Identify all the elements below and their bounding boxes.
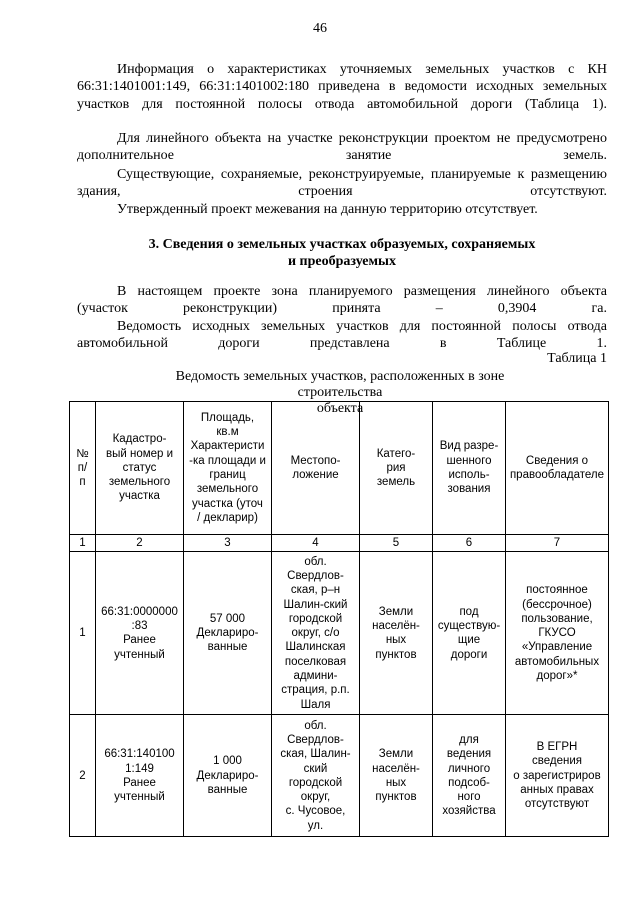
text-line: В настоящем проекте зона планируемого размещения линейного объекта xyxy=(117,284,607,299)
table-row xyxy=(70,715,609,837)
cell-line: 1 000 xyxy=(213,755,242,768)
cell-text xyxy=(508,740,606,811)
cell-line: Сведения о xyxy=(525,454,589,467)
header-text xyxy=(186,411,269,525)
paragraph-zone-area xyxy=(77,283,607,318)
cell-line: п/ xyxy=(77,461,88,474)
cell-line: округ, с/о xyxy=(291,627,340,640)
column-number: 1 xyxy=(70,535,96,552)
cell-line: Свердлов- xyxy=(287,569,344,582)
cell-line: личного xyxy=(447,762,491,775)
cell-line: кв.м xyxy=(216,426,239,439)
header-text xyxy=(362,447,430,490)
cell-line: Деклариро- xyxy=(196,627,259,640)
cell-line: Шалин-ский xyxy=(283,598,348,611)
text-line: (Таблица 1). xyxy=(525,96,608,112)
table-row xyxy=(70,552,609,715)
owner-cell xyxy=(506,552,609,715)
cell-line: для xyxy=(459,733,479,746)
cell-line: :83 xyxy=(131,620,148,632)
text-line: Утвержденный проект межевания на данную территорию отсутствует. xyxy=(117,202,538,217)
row-number: 1 xyxy=(70,552,96,715)
cadastral-cell xyxy=(96,715,184,837)
cell-line: населён- xyxy=(372,762,420,775)
cell-line: населён- xyxy=(372,620,420,632)
cell-line: -ка площади и xyxy=(189,454,266,467)
cell-line: Шаля xyxy=(300,698,331,711)
cell-line: участка xyxy=(119,490,160,503)
text-line: Для линейного объекта на участке реконструкции проектом xyxy=(117,131,491,146)
use-cell xyxy=(433,715,506,837)
cell-line: Катего- xyxy=(376,447,416,460)
cell-line: сведения xyxy=(532,755,582,768)
cadastral-cell xyxy=(96,552,184,715)
cell-line: статус xyxy=(122,461,157,474)
text-line: 66:31:1401001:149, 66:31:1401002:180 приведена в ведомости исходных xyxy=(77,79,534,95)
text-line: не предусмотрено дополнительное занятие земель. xyxy=(77,131,607,164)
section-heading-line: 3. Сведения о земельных участках образуемых, сохраняемых xyxy=(148,237,536,252)
cell-line: Земли xyxy=(378,605,414,618)
cell-line: «Управление xyxy=(521,641,593,654)
cell-line: обл. xyxy=(304,555,327,568)
cell-line: учтенный xyxy=(114,791,165,804)
cell-line: Деклариро- xyxy=(196,769,259,782)
cell-line: городской xyxy=(288,776,343,789)
cell-line: отсутствуют xyxy=(524,798,590,811)
cell-line: 66:31:140100 xyxy=(104,748,175,761)
cell-line: ская, р–н xyxy=(290,584,341,597)
cell-line: зования xyxy=(447,483,491,496)
section-heading-line: и преобразуемых xyxy=(287,254,396,270)
column-number: 6 xyxy=(433,535,506,552)
section-heading xyxy=(77,236,607,271)
cell-line: учтенный xyxy=(114,648,165,661)
cell-line: обл. xyxy=(304,719,327,732)
cell-line: округ, xyxy=(300,791,331,804)
cell-line: земель xyxy=(376,476,416,489)
cell-line: шенного xyxy=(446,454,492,467)
cell-text xyxy=(186,612,269,655)
cell-line: под xyxy=(459,605,479,618)
header-cell xyxy=(433,402,506,535)
cell-line: № xyxy=(76,447,89,460)
header-text xyxy=(98,432,181,503)
cell-line: о зарегистриров xyxy=(513,769,601,782)
cell-line: границ xyxy=(209,469,246,481)
table-caption-line: Ведомость земельных участков, расположенных в зоне строительства xyxy=(175,369,505,400)
area-cell xyxy=(184,715,272,837)
paragraph-table-reference xyxy=(77,318,607,353)
column-number: 4 xyxy=(272,535,360,552)
cell-text xyxy=(508,583,606,683)
cell-line: Вид разре- xyxy=(439,440,499,453)
cell-line: пунктов xyxy=(375,648,417,661)
cell-line: Шалинская xyxy=(285,641,346,654)
cell-line: анных правах xyxy=(520,783,594,796)
cell-line: ных xyxy=(385,634,407,647)
cell-line: Земли xyxy=(378,748,414,761)
cell-text xyxy=(362,747,430,804)
cell-line: страция, р.п. xyxy=(281,684,350,697)
cell-line: земельного xyxy=(108,476,171,489)
text-line: Существующие, сохраняемые, реконструируемые, планируемые xyxy=(117,167,511,182)
cell-line: автомобильных xyxy=(514,655,600,668)
column-number: 5 xyxy=(360,535,433,552)
cell-line: с. Чусовое, xyxy=(285,805,346,818)
column-number: 7 xyxy=(506,535,609,552)
cell-line: 66:31:0000000 xyxy=(101,605,178,618)
paragraph-no-additional-land xyxy=(77,130,607,165)
row-number: 2 xyxy=(70,715,96,837)
cell-line: щие xyxy=(457,634,481,647)
cell-line: В ЕГРН xyxy=(536,741,578,754)
cell-line: постоянное xyxy=(526,584,588,597)
cell-line: ванные xyxy=(207,783,248,796)
cell-line: ведения xyxy=(446,748,492,761)
cell-line: пользование, xyxy=(521,612,593,625)
cell-line: земельного xyxy=(196,483,259,496)
use-cell xyxy=(433,552,506,715)
cell-line: Ранее xyxy=(123,634,156,647)
paragraph-clarified-plots xyxy=(77,61,607,113)
header-text xyxy=(274,454,357,483)
text-line: (участок реконструкции) принята – 0,3904 га. xyxy=(77,301,607,317)
cell-line: ул. xyxy=(307,819,324,832)
header-cell xyxy=(96,402,184,535)
cell-text xyxy=(274,555,357,712)
cell-line: 57 000 xyxy=(209,612,246,625)
cell-line: хозяйства xyxy=(442,805,496,818)
table-caption-line: объекта xyxy=(316,401,364,416)
header-text xyxy=(508,454,606,483)
cell-line: ская, Шалин- xyxy=(280,748,351,761)
cell-line: Площадь, xyxy=(200,411,255,424)
cell-line: ГКУСО xyxy=(538,627,576,640)
cell-line: правообладателе xyxy=(509,469,605,481)
cell-line: поселковая xyxy=(284,655,347,668)
column-number: 3 xyxy=(184,535,272,552)
cell-line: ский xyxy=(303,762,328,775)
column-number-row xyxy=(70,535,609,552)
table-header-row xyxy=(70,402,609,535)
header-cell xyxy=(506,402,609,535)
location-cell xyxy=(272,552,360,715)
header-text xyxy=(72,447,93,490)
cell-line: ного xyxy=(457,791,481,804)
cell-text xyxy=(186,754,269,797)
table-label: Таблица 1 xyxy=(547,351,607,366)
cell-line: п xyxy=(79,476,86,489)
text-line: земельных участков для постоянной полосы отвода автомобильной дороги xyxy=(77,79,607,112)
cell-line: ложение xyxy=(292,469,339,481)
cell-line: пунктов xyxy=(375,791,417,804)
column-number: 2 xyxy=(96,535,184,552)
cell-line: подсоб- xyxy=(448,776,490,789)
page-number: 46 xyxy=(313,21,327,36)
cell-line: дороги xyxy=(450,648,488,661)
cell-line: Характеристи xyxy=(190,440,265,453)
land-plots-table xyxy=(69,401,609,837)
category-cell xyxy=(360,715,433,837)
cell-text xyxy=(98,605,181,662)
text-line: к размещению здания, строения отсутствуют. xyxy=(77,167,607,200)
cell-text xyxy=(435,733,503,819)
cell-line: Свердлов- xyxy=(287,733,344,746)
header-cell xyxy=(184,402,272,535)
cell-line: ванные xyxy=(207,641,248,654)
cell-line: городской xyxy=(288,612,343,625)
cell-line: рия xyxy=(386,461,406,474)
header-cell xyxy=(70,402,96,535)
header-cell xyxy=(272,402,360,535)
cell-line: исполь- xyxy=(448,469,490,481)
cell-line: 1:149 xyxy=(125,762,154,775)
cell-line: Кадастро- xyxy=(112,433,167,446)
category-cell xyxy=(360,552,433,715)
text-line: Информация о характеристиках уточняемых земельных участков с КН xyxy=(117,62,607,77)
cell-line: дорог»* xyxy=(536,670,578,683)
cell-line: ных xyxy=(385,776,407,789)
header-cell xyxy=(360,402,433,535)
cell-text xyxy=(274,719,357,833)
cell-line: участка (уточ xyxy=(192,497,263,510)
cell-text xyxy=(362,605,430,662)
header-text xyxy=(435,439,503,496)
area-cell xyxy=(184,552,272,715)
cell-line: вый номер и xyxy=(105,447,174,460)
cell-line: (бессрочное) xyxy=(522,598,592,611)
cell-line: Местопо- xyxy=(290,454,341,467)
cell-line: Ранее xyxy=(123,776,156,789)
paragraph-no-buildings xyxy=(77,166,607,201)
cell-line: / декларир) xyxy=(197,511,258,524)
cell-line: существую- xyxy=(437,620,501,632)
paragraph-no-survey-project xyxy=(77,201,607,218)
owner-cell xyxy=(506,715,609,837)
text-line: автомобильной дороги представлена в Таблице 1. xyxy=(77,336,607,352)
location-cell xyxy=(272,715,360,837)
cell-text xyxy=(435,605,503,662)
cell-line: админи- xyxy=(293,670,338,683)
cell-text xyxy=(98,747,181,804)
text-line: Ведомость исходных земельных участков для постоянной полосы отвода xyxy=(117,319,607,334)
